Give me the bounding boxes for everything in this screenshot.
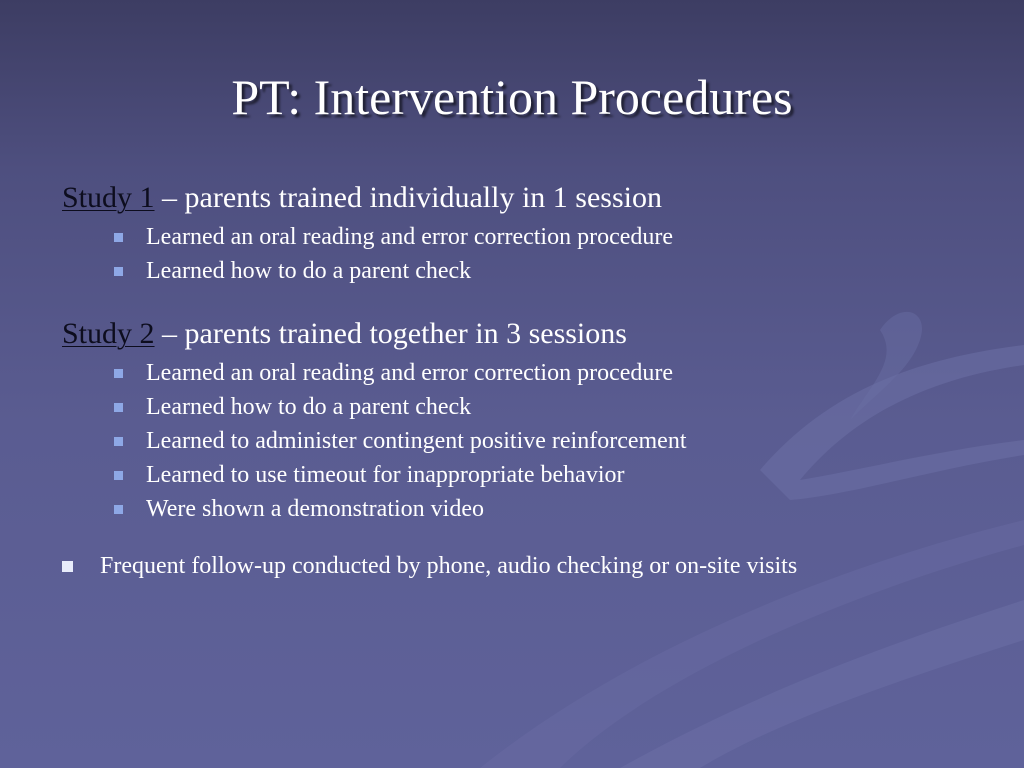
square-bullet-icon [114,403,123,412]
square-bullet-icon [114,471,123,480]
list-item-text: Learned an oral reading and error correction procedure [146,224,674,250]
spacer [62,288,962,314]
list-item [114,254,962,288]
list-item [114,390,962,424]
square-bullet-icon [114,505,123,514]
list-item-text: Learned to use timeout for inappropriate behavior [146,462,625,488]
list-item-text: Learned an oral reading and error correction procedure [146,360,674,386]
study-1-list [62,220,962,288]
list-item [114,492,962,526]
slide-title: PT: Intervention Procedures [231,69,793,125]
study-2-heading [62,314,962,354]
study-2-description: – parents trained together in 3 sessions [154,317,627,350]
study-2-label: Study 2 [62,317,155,350]
follow-up-bullet [62,552,962,580]
list-item [114,458,962,492]
square-bullet-icon [114,369,123,378]
spacer [62,526,962,552]
list-item-text: Learned how to do a parent check [146,394,472,420]
follow-up-text: Frequent follow-up conducted by phone, audio checking or on-site visits [100,553,798,579]
study-1-label: Study 1 [62,181,155,214]
slide-body [62,178,962,580]
study-2-list [62,356,962,526]
list-item [114,220,962,254]
square-bullet-icon [114,233,123,242]
list-item-text: Learned how to do a parent check [146,258,472,284]
square-bullet-icon [114,437,123,446]
list-item [114,356,962,390]
study-1-heading [62,178,962,218]
list-item-text: Were shown a demonstration video [146,496,484,522]
square-bullet-icon [114,267,123,276]
list-item [114,424,962,458]
square-bullet-icon [62,561,73,572]
list-item-text: Learned to administer contingent positive reinforcement [146,428,687,454]
study-1-description: – parents trained individually in 1 session [154,181,662,214]
